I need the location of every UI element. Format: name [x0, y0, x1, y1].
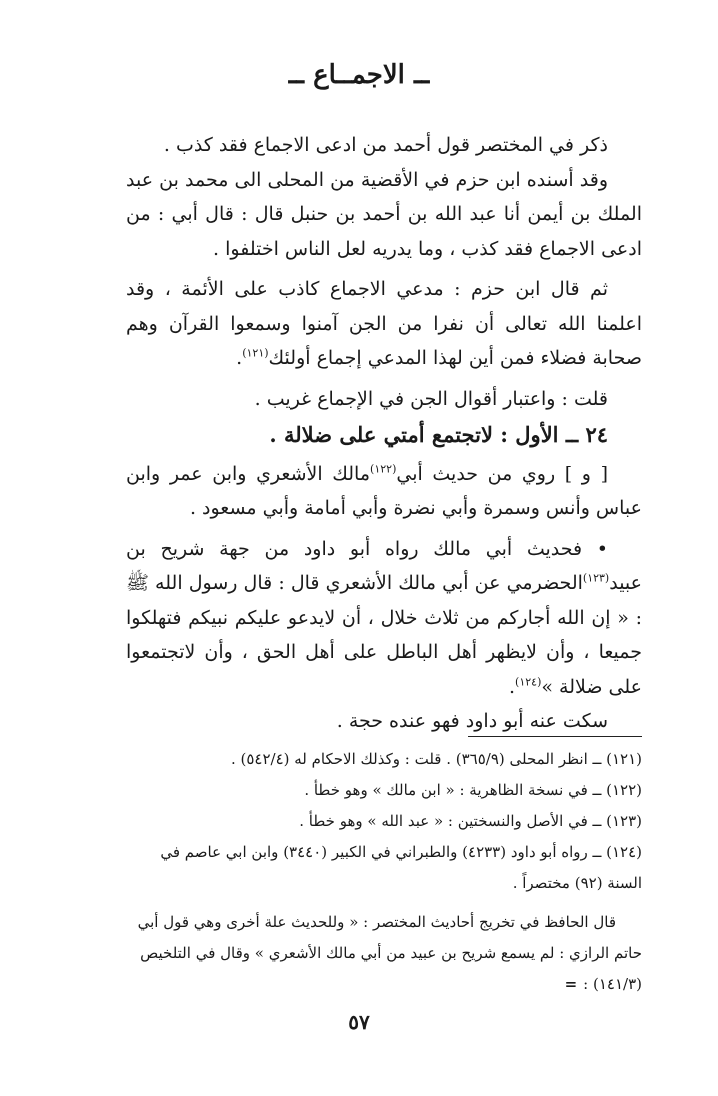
- sentence-end: .: [236, 347, 243, 369]
- paragraph-5-text-a: [ و ] روي من حديث أبي: [396, 462, 609, 485]
- paragraph-3: [126, 272, 642, 376]
- footnote-note: [126, 907, 642, 1000]
- sentence-end: .: [509, 675, 516, 698]
- footnote-note-text: قال الحافظ في تخريج أحاديث المختصر : « وللحديث علة أخرى وهي قول أبي حاتم الرازي : لم يسمع شريح بن عبيد من أبي مالك الأشعري » وقال في التلخيص (١٤١/٣) :: [137, 913, 642, 993]
- paragraph-5-text-b: مالك الأشعري وابن عمر وابن عباس وأنس وسمرة وأبي نضرة وأبي أمامة وأبي مسعود .: [126, 462, 642, 519]
- main-text: [126, 128, 642, 739]
- footnote-ref-121: (١٢١): [242, 346, 269, 360]
- paragraph-4: قلت : واعتبار أقوال الجن في الإجماع غريب .: [254, 387, 608, 410]
- page-number: ٥٧: [348, 1010, 370, 1034]
- footnote-122: (١٢٢) ــ في نسخة الظاهرية : « ابن مالك » وهو خطأ .: [304, 781, 642, 799]
- footnote-separator: [468, 736, 642, 737]
- paragraph-7: سكت عنه أبو داود فهو عنده حجة .: [336, 710, 608, 732]
- paragraph-6-text-a: • فحديث أبي مالك رواه أبو داود من جهة شريح بن عبيد: [126, 537, 642, 594]
- footnote-ref-122: (١٢٢): [370, 462, 397, 476]
- paragraph-2: وقد أسنده ابن حزم في الأقضية من المحلى الى محمد بن عبد الملك بن أيمن أنا عبد الله بن أحمد بن حنبل قال : قال أبي : من ادعى الاجماع فقد كذب ، وما يدريه لعل الناس اختلفوا .: [126, 168, 642, 260]
- paragraph-3-text: ثم قال ابن حزم : مدعي الاجماع كاذب على الأئمة ، وقد اعلمنا الله تعالى أن نفرا من الجن آمنوا وسمعوا القرآن وهم صحابة فضلاء فمن أين لهذا المدعي إجماع أولئك: [126, 278, 642, 369]
- paragraph-1: ذكر في المختصر قول أحمد من ادعى الاجماع فقد كذب .: [163, 134, 608, 156]
- footnote-123: (١٢٣) ــ في الأصل والنسختين : « عبد الله » وهو خطأ .: [299, 812, 642, 830]
- running-head: ــ الاجمــاع ــ: [288, 60, 430, 90]
- footnote-121: (١٢١) ــ انظر المحلى (٣٦٥/٩) . قلت : وكذلك الاحكام له (٥٤٢/٤) .: [230, 750, 642, 768]
- paragraph-6: [126, 532, 642, 705]
- footnotes: [126, 744, 642, 1015]
- footnote-ref-123: (١٢٣): [582, 571, 610, 585]
- paragraph-5: [126, 457, 642, 526]
- paragraph-6-text-b: الحضرمي عن أبي مالك الأشعري قال : قال رسول الله ﷺ : « إن الله أجاركم من ثلاث خلال ، أن لايدعو عليكم نبيكم فتهلكوا جميعا ، وأن لايظهر أهل الباطل على أهل الحق ، وأن لاتجتمعوا على ضلالة »: [126, 572, 642, 698]
- continuation-mark: =: [564, 975, 578, 993]
- footnote-ref-124: (١٢٤): [515, 675, 542, 689]
- footnote-124: (١٢٤) ــ رواه أبو داود (٤٢٣٣) والطبراني في الكبير (٣٤٤٠) وابن ابي عاصم في السنة (٩٢) مختصراً .: [160, 843, 642, 892]
- section-heading-24: ٢٤ ــ الأول : لاتجتمع أمتي على ضلالة .: [269, 422, 608, 447]
